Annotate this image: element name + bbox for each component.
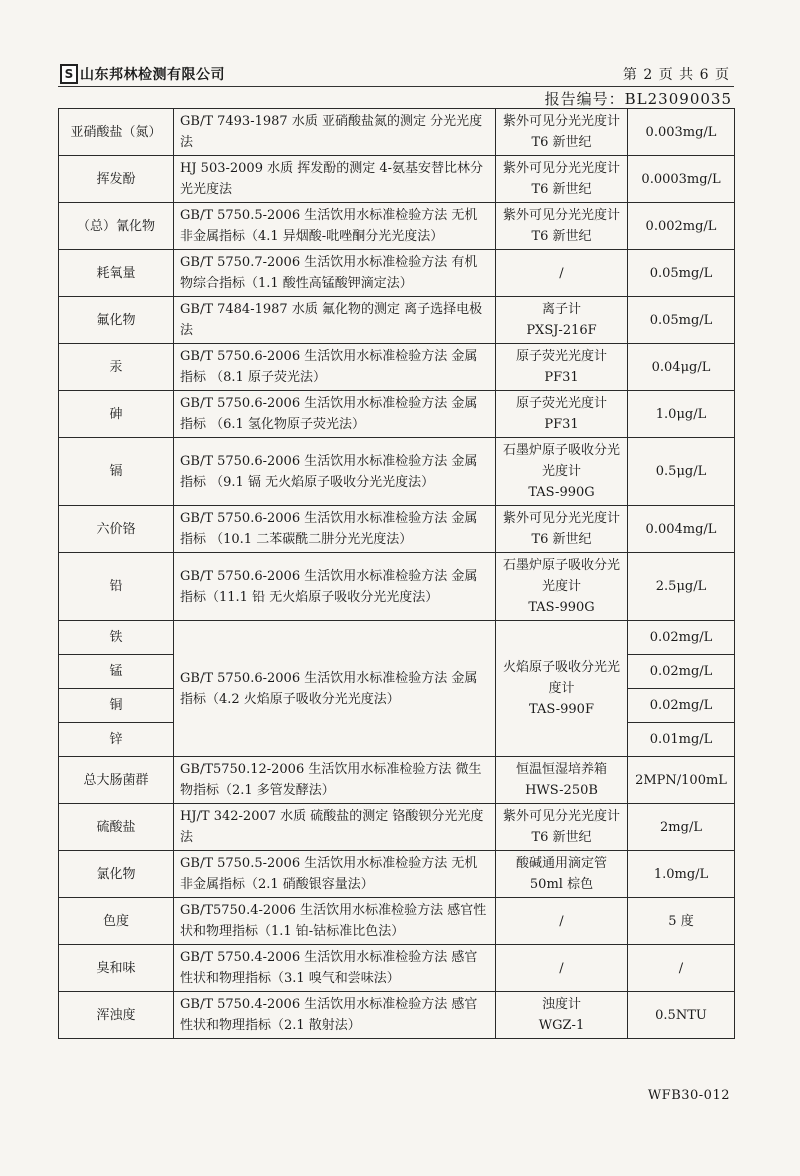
test-method: GB/T 7484-1987 水质 氟化物的测定 离子选择电极法 <box>174 297 496 344</box>
test-instrument-line: 紫外可见分光光度计 <box>502 809 620 824</box>
test-instrument-line: 酸碱通用滴定管 <box>515 856 607 871</box>
test-instrument <box>496 945 628 992</box>
test-instrument-line: TAS-990F <box>529 702 594 717</box>
report-number: 报告编号：BL23090035 <box>544 90 732 108</box>
detection-limit: 5 度 <box>628 898 735 945</box>
test-instrument <box>496 553 628 621</box>
test-item: 硫酸盐 <box>59 804 174 851</box>
test-item: 亚硝酸盐（氮） <box>59 109 174 156</box>
test-instrument-line: 紫外可见分光光度计 <box>502 161 620 176</box>
test-item: 色度 <box>59 898 174 945</box>
test-instrument <box>496 757 628 804</box>
test-instrument-line: TAS-990G <box>528 485 595 500</box>
test-method-table <box>58 108 735 1039</box>
test-method: GB/T5750.4-2006 生活饮用水标准检验方法 感官性状和物理指标（1.1 铂-钴标准比色法） <box>174 898 496 945</box>
table-row <box>59 804 735 851</box>
test-instrument-line: 紫外可见分光光度计 <box>502 511 620 526</box>
test-instrument <box>496 621 628 757</box>
table-row <box>59 757 735 804</box>
test-item: 铅 <box>59 553 174 621</box>
test-instrument-line: / <box>559 913 564 929</box>
company-name: 山东邦林检测有限公司 <box>80 67 225 83</box>
test-instrument-line: PF31 <box>544 370 579 385</box>
detection-limit: 0.05mg/L <box>628 297 735 344</box>
test-item: 浑浊度 <box>59 992 174 1039</box>
test-instrument-line: T6 新世纪 <box>531 182 592 197</box>
test-item: 挥发酚 <box>59 156 174 203</box>
test-instrument-line: / <box>559 960 564 976</box>
test-instrument <box>496 992 628 1039</box>
test-instrument <box>496 851 628 898</box>
test-instrument-line: 紫外可见分光光度计 <box>502 114 620 129</box>
test-instrument-line: 石墨炉原子吸收分光 <box>502 443 620 458</box>
table-row <box>59 344 735 391</box>
test-method: GB/T 5750.6-2006 生活饮用水标准检验方法 金属指标（4.2 火焰原子吸收分光光度法） <box>174 621 496 757</box>
test-instrument-line: 紫外可见分光光度计 <box>502 208 620 223</box>
test-item: 锰 <box>59 655 174 689</box>
detection-limit: 0.004mg/L <box>628 506 735 553</box>
detection-limit: 1.0μg/L <box>628 391 735 438</box>
header-divider <box>58 86 734 87</box>
test-item: 铁 <box>59 621 174 655</box>
test-instrument <box>496 804 628 851</box>
table-row <box>59 851 735 898</box>
test-item: 铜 <box>59 689 174 723</box>
test-instrument-line: T6 新世纪 <box>531 135 592 150</box>
detection-limit: 0.003mg/L <box>628 109 735 156</box>
test-instrument-line: T6 新世纪 <box>531 830 592 845</box>
test-instrument <box>496 297 628 344</box>
form-code: WFB30-012 <box>647 1088 730 1103</box>
test-method: GB/T 5750.6-2006 生活饮用水标准检验方法 金属指标 （9.1 镉 无火焰原子吸收分光光度法） <box>174 438 496 506</box>
test-item: 氯化物 <box>59 851 174 898</box>
test-item: 六价铬 <box>59 506 174 553</box>
test-item: 汞 <box>59 344 174 391</box>
table-row <box>59 621 735 655</box>
test-method: GB/T 5750.5-2006 生活饮用水标准检验方法 无机非金属指标（2.1 硝酸银容量法） <box>174 851 496 898</box>
test-instrument-line: 光度计 <box>541 464 581 479</box>
detection-limit: 0.02mg/L <box>628 689 735 723</box>
test-instrument <box>496 203 628 250</box>
test-instrument <box>496 898 628 945</box>
test-instrument <box>496 344 628 391</box>
test-instrument-line: 恒温恒湿培养箱 <box>515 762 607 777</box>
table-row <box>59 156 735 203</box>
test-instrument <box>496 438 628 506</box>
test-method: GB/T 7493-1987 水质 亚硝酸盐氮的测定 分光光度法 <box>174 109 496 156</box>
detection-limit: / <box>628 945 735 992</box>
test-item: 氟化物 <box>59 297 174 344</box>
detection-limit: 0.5μg/L <box>628 438 735 506</box>
detection-limit: 0.02mg/L <box>628 621 735 655</box>
detection-limit: 0.05mg/L <box>628 250 735 297</box>
company-logo-icon: S <box>60 64 78 84</box>
table-row <box>59 506 735 553</box>
test-instrument-line: PF31 <box>544 417 579 432</box>
test-instrument-line: HWS-250B <box>525 783 598 798</box>
table-row <box>59 992 735 1039</box>
test-method: HJ 503-2009 水质 挥发酚的测定 4-氨基安替比林分光光度法 <box>174 156 496 203</box>
test-instrument-line: 浊度计 <box>541 997 581 1012</box>
table-row <box>59 391 735 438</box>
detection-limit: 0.02mg/L <box>628 655 735 689</box>
test-method: GB/T 5750.4-2006 生活饮用水标准检验方法 感官性状和物理指标（2.1 散射法） <box>174 992 496 1039</box>
table-row <box>59 297 735 344</box>
test-item: （总）氰化物 <box>59 203 174 250</box>
test-method: GB/T 5750.6-2006 生活饮用水标准检验方法 金属指标（11.1 铅 无火焰原子吸收分光光度法） <box>174 553 496 621</box>
test-method: GB/T5750.12-2006 生活饮用水标准检验方法 微生物指标（2.1 多管发酵法） <box>174 757 496 804</box>
test-item: 砷 <box>59 391 174 438</box>
detection-limit: 2.5μg/L <box>628 553 735 621</box>
test-method: GB/T 5750.4-2006 生活饮用水标准检验方法 感官性状和物理指标（3.1 嗅气和尝味法） <box>174 945 496 992</box>
test-instrument-line: T6 新世纪 <box>531 229 592 244</box>
test-instrument-line: 石墨炉原子吸收分光 <box>502 558 620 573</box>
test-instrument-line: 50ml 棕色 <box>529 877 594 892</box>
table-row <box>59 203 735 250</box>
table-row <box>59 438 735 506</box>
test-instrument <box>496 391 628 438</box>
detection-limit: 0.04μg/L <box>628 344 735 391</box>
test-instrument-line: TAS-990G <box>528 600 595 615</box>
test-instrument <box>496 506 628 553</box>
test-instrument-line: PXSJ-216F <box>526 323 597 338</box>
test-instrument-line: WGZ-1 <box>538 1018 585 1033</box>
table-row <box>59 250 735 297</box>
test-method: GB/T 5750.5-2006 生活饮用水标准检验方法 无机非金属指标（4.1 异烟酸-吡唑酮分光光度法） <box>174 203 496 250</box>
test-method: GB/T 5750.6-2006 生活饮用水标准检验方法 金属指标 （6.1 氢化物原子荧光法） <box>174 391 496 438</box>
test-method: HJ/T 342-2007 水质 硫酸盐的测定 铬酸钡分光光度法 <box>174 804 496 851</box>
test-method: GB/T 5750.6-2006 生活饮用水标准检验方法 金属指标 （8.1 原子荧光法） <box>174 344 496 391</box>
test-item: 耗氧量 <box>59 250 174 297</box>
detection-limit: 2MPN/100mL <box>628 757 735 804</box>
test-instrument-line: 原子荧光光度计 <box>515 396 607 411</box>
detection-limit: 0.0003mg/L <box>628 156 735 203</box>
test-method: GB/T 5750.7-2006 生活饮用水标准检验方法 有机物综合指标（1.1 酸性高锰酸钾滴定法） <box>174 250 496 297</box>
test-instrument-line: 火焰原子吸收分光光 <box>502 660 620 675</box>
test-instrument <box>496 109 628 156</box>
table-row <box>59 945 735 992</box>
test-instrument <box>496 156 628 203</box>
detection-limit: 2mg/L <box>628 804 735 851</box>
test-item: 臭和味 <box>59 945 174 992</box>
page-number: 第 2 页 共 6 页 <box>622 67 730 83</box>
test-instrument-line: 离子计 <box>541 302 581 317</box>
test-instrument-line: 原子荧光光度计 <box>515 349 607 364</box>
test-instrument <box>496 250 628 297</box>
detection-limit: 0.002mg/L <box>628 203 735 250</box>
test-method: GB/T 5750.6-2006 生活饮用水标准检验方法 金属指标 （10.1 二苯碳酰二肼分光光度法） <box>174 506 496 553</box>
table-row <box>59 898 735 945</box>
test-item: 镉 <box>59 438 174 506</box>
table-row <box>59 553 735 621</box>
company-logo <box>60 64 225 84</box>
test-item: 总大肠菌群 <box>59 757 174 804</box>
detection-limit: 0.5NTU <box>628 992 735 1039</box>
test-instrument-line: T6 新世纪 <box>531 532 592 547</box>
detection-limit: 0.01mg/L <box>628 723 735 757</box>
test-instrument-line: / <box>559 265 564 281</box>
test-instrument-line: 光度计 <box>541 579 581 594</box>
detection-limit: 1.0mg/L <box>628 851 735 898</box>
table-row <box>59 109 735 156</box>
test-item: 锌 <box>59 723 174 757</box>
test-instrument-line: 度计 <box>548 681 575 696</box>
